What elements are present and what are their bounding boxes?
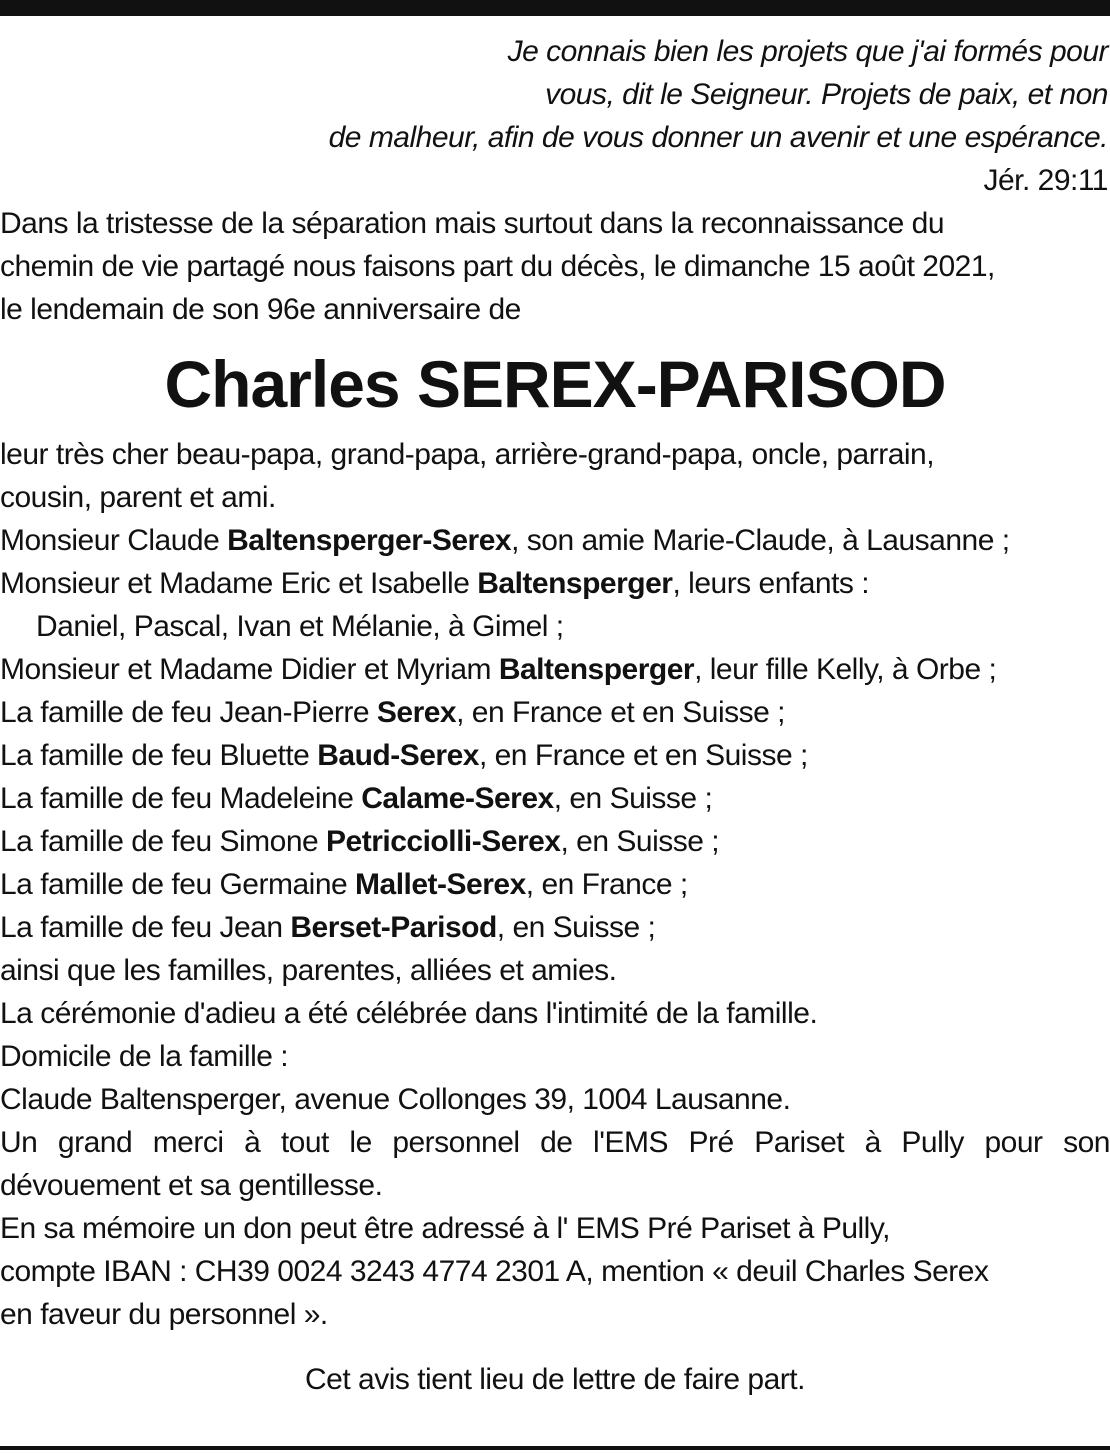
- thanks-line: [0, 1121, 1110, 1164]
- verse-line: de malheur, afin de vous donner un avenir et une espérance.: [328, 121, 1108, 154]
- mourner-text: Monsieur et Madame Eric et Isabelle: [0, 567, 478, 600]
- mourner-family-name: Baud-Serex: [317, 739, 479, 772]
- thanks-word: Un: [0, 1126, 38, 1159]
- thanks-word: personnel: [392, 1126, 520, 1159]
- intro-line: le lendemain de son 96e anniversaire de: [0, 293, 521, 326]
- mourner-text: , en Suisse ;: [553, 782, 713, 815]
- obituary-notice: [0, 30, 1110, 1401]
- mourner-family-name: Calame-Serex: [361, 782, 554, 815]
- mourner-line: [0, 648, 1110, 691]
- mourner-text: La famille de feu Germaine: [0, 868, 356, 901]
- mourner-line-children: [0, 605, 1110, 648]
- mourner-text: Monsieur et Madame Didier et Myriam: [0, 653, 499, 686]
- mourner-family-name: Mallet-Serex: [355, 868, 526, 901]
- mourner-text: La famille de feu Jean-Pierre: [0, 696, 377, 729]
- deceased-name: Charles SEREX-PARISOD: [164, 347, 946, 421]
- top-rule: [0, 0, 1110, 16]
- ceremony-line: La cérémonie d'adieu a été célébrée dans l'intimité de la famille.: [0, 997, 818, 1030]
- thanks-word: tout: [280, 1126, 329, 1159]
- mourner-text: Daniel, Pascal, Ivan et Mélanie, à Gimel ;: [36, 610, 564, 643]
- intro-line: Dans la tristesse de la séparation mais surtout dans la reconnaissance du: [0, 207, 945, 240]
- mourner-line: [0, 519, 1110, 562]
- mourner-text: , son amie Marie-Claude, à Lausanne ;: [511, 524, 1010, 557]
- thanks-word: Pariset: [754, 1126, 845, 1159]
- thanks-line-end: dévouement et sa gentillesse.: [0, 1169, 383, 1202]
- domicile-label: Domicile de la famille :: [0, 1040, 289, 1073]
- notice-body: [0, 949, 1110, 1336]
- thanks-word: Pully: [901, 1126, 964, 1159]
- mourner-text: , leurs enfants :: [672, 567, 870, 600]
- mourner-text: , en France et en Suisse ;: [478, 739, 808, 772]
- relation-line: cousin, parent et ami.: [0, 481, 276, 514]
- mourners-list: [0, 519, 1110, 949]
- bible-verse: [0, 30, 1110, 202]
- thanks-word: merci: [152, 1126, 224, 1159]
- mourner-text: La famille de feu Jean: [0, 911, 291, 944]
- intro-line: chemin de vie partagé nous faisons part du décès, le dimanche 15 août 2021,: [0, 250, 995, 283]
- thanks-word: de: [540, 1126, 573, 1159]
- families-line: ainsi que les familles, parentes, alliées et amies.: [0, 954, 617, 987]
- thanks-word: pour: [984, 1126, 1043, 1159]
- bottom-rule: [0, 1446, 1110, 1450]
- verse-reference: Jér. 29:11: [983, 164, 1108, 197]
- mourner-line: [0, 777, 1110, 820]
- mourner-text: La famille de feu Simone: [0, 825, 327, 858]
- mourner-text: , leur fille Kelly, à Orbe ;: [694, 653, 997, 686]
- relation-line: leur très cher beau-papa, grand-papa, arrière-grand-papa, oncle, parrain,: [0, 438, 935, 471]
- mourner-text: La famille de feu Bluette: [0, 739, 318, 772]
- mourner-family-name: Berset-Parisod: [290, 911, 497, 944]
- mourner-family-name: Baltensperger: [477, 567, 673, 600]
- thanks-word: l'EMS: [593, 1126, 668, 1159]
- relation-paragraph: [0, 433, 1110, 519]
- intro-paragraph: [0, 202, 1110, 331]
- mourner-line: [0, 906, 1110, 949]
- mourner-line: [0, 734, 1110, 777]
- donation-line-end: en faveur du personnel ».: [0, 1298, 328, 1331]
- mourner-line: [0, 691, 1110, 734]
- thanks-word: son: [1063, 1126, 1110, 1159]
- donation-iban-line: compte IBAN : CH39 0024 3243 4774 2301 A, mention « deuil Charles Serex: [0, 1255, 989, 1288]
- thanks-word: à: [864, 1126, 881, 1159]
- verse-line: vous, dit le Seigneur. Projets de paix, et non: [545, 78, 1108, 111]
- verse-line: Je connais bien les projets que j'ai formés pour: [507, 35, 1108, 68]
- thanks-word: le: [349, 1126, 372, 1159]
- mourner-text: Monsieur Claude: [0, 524, 228, 557]
- thanks-word: à: [244, 1126, 261, 1159]
- mourner-family-name: Petricciolli-Serex: [326, 825, 561, 858]
- mourner-text: , en Suisse ;: [560, 825, 720, 858]
- mourner-line: [0, 820, 1110, 863]
- thanks-word: Pré: [688, 1126, 734, 1159]
- mourner-line: [0, 863, 1110, 906]
- mourner-text: La famille de feu Madeleine: [0, 782, 362, 815]
- mourner-text: , en Suisse ;: [496, 911, 656, 944]
- mourner-text: , en France ;: [525, 868, 688, 901]
- mourner-family-name: Serex: [376, 696, 457, 729]
- domicile-address: Claude Baltensperger, avenue Collonges 39, 1004 Lausanne.: [0, 1083, 791, 1116]
- mourner-text: , en France et en Suisse ;: [456, 696, 785, 729]
- mourner-family-name: Baltensperger: [498, 653, 695, 686]
- mourner-family-name: Baltensperger-Serex: [227, 524, 512, 557]
- mourner-line: [0, 562, 1110, 605]
- donation-line: En sa mémoire un don peut être adressé à l' EMS Pré Pariset à Pully,: [0, 1212, 890, 1245]
- closing-statement: Cet avis tient lieu de lettre de faire part.: [305, 1363, 805, 1396]
- thanks-word: grand: [57, 1126, 133, 1159]
